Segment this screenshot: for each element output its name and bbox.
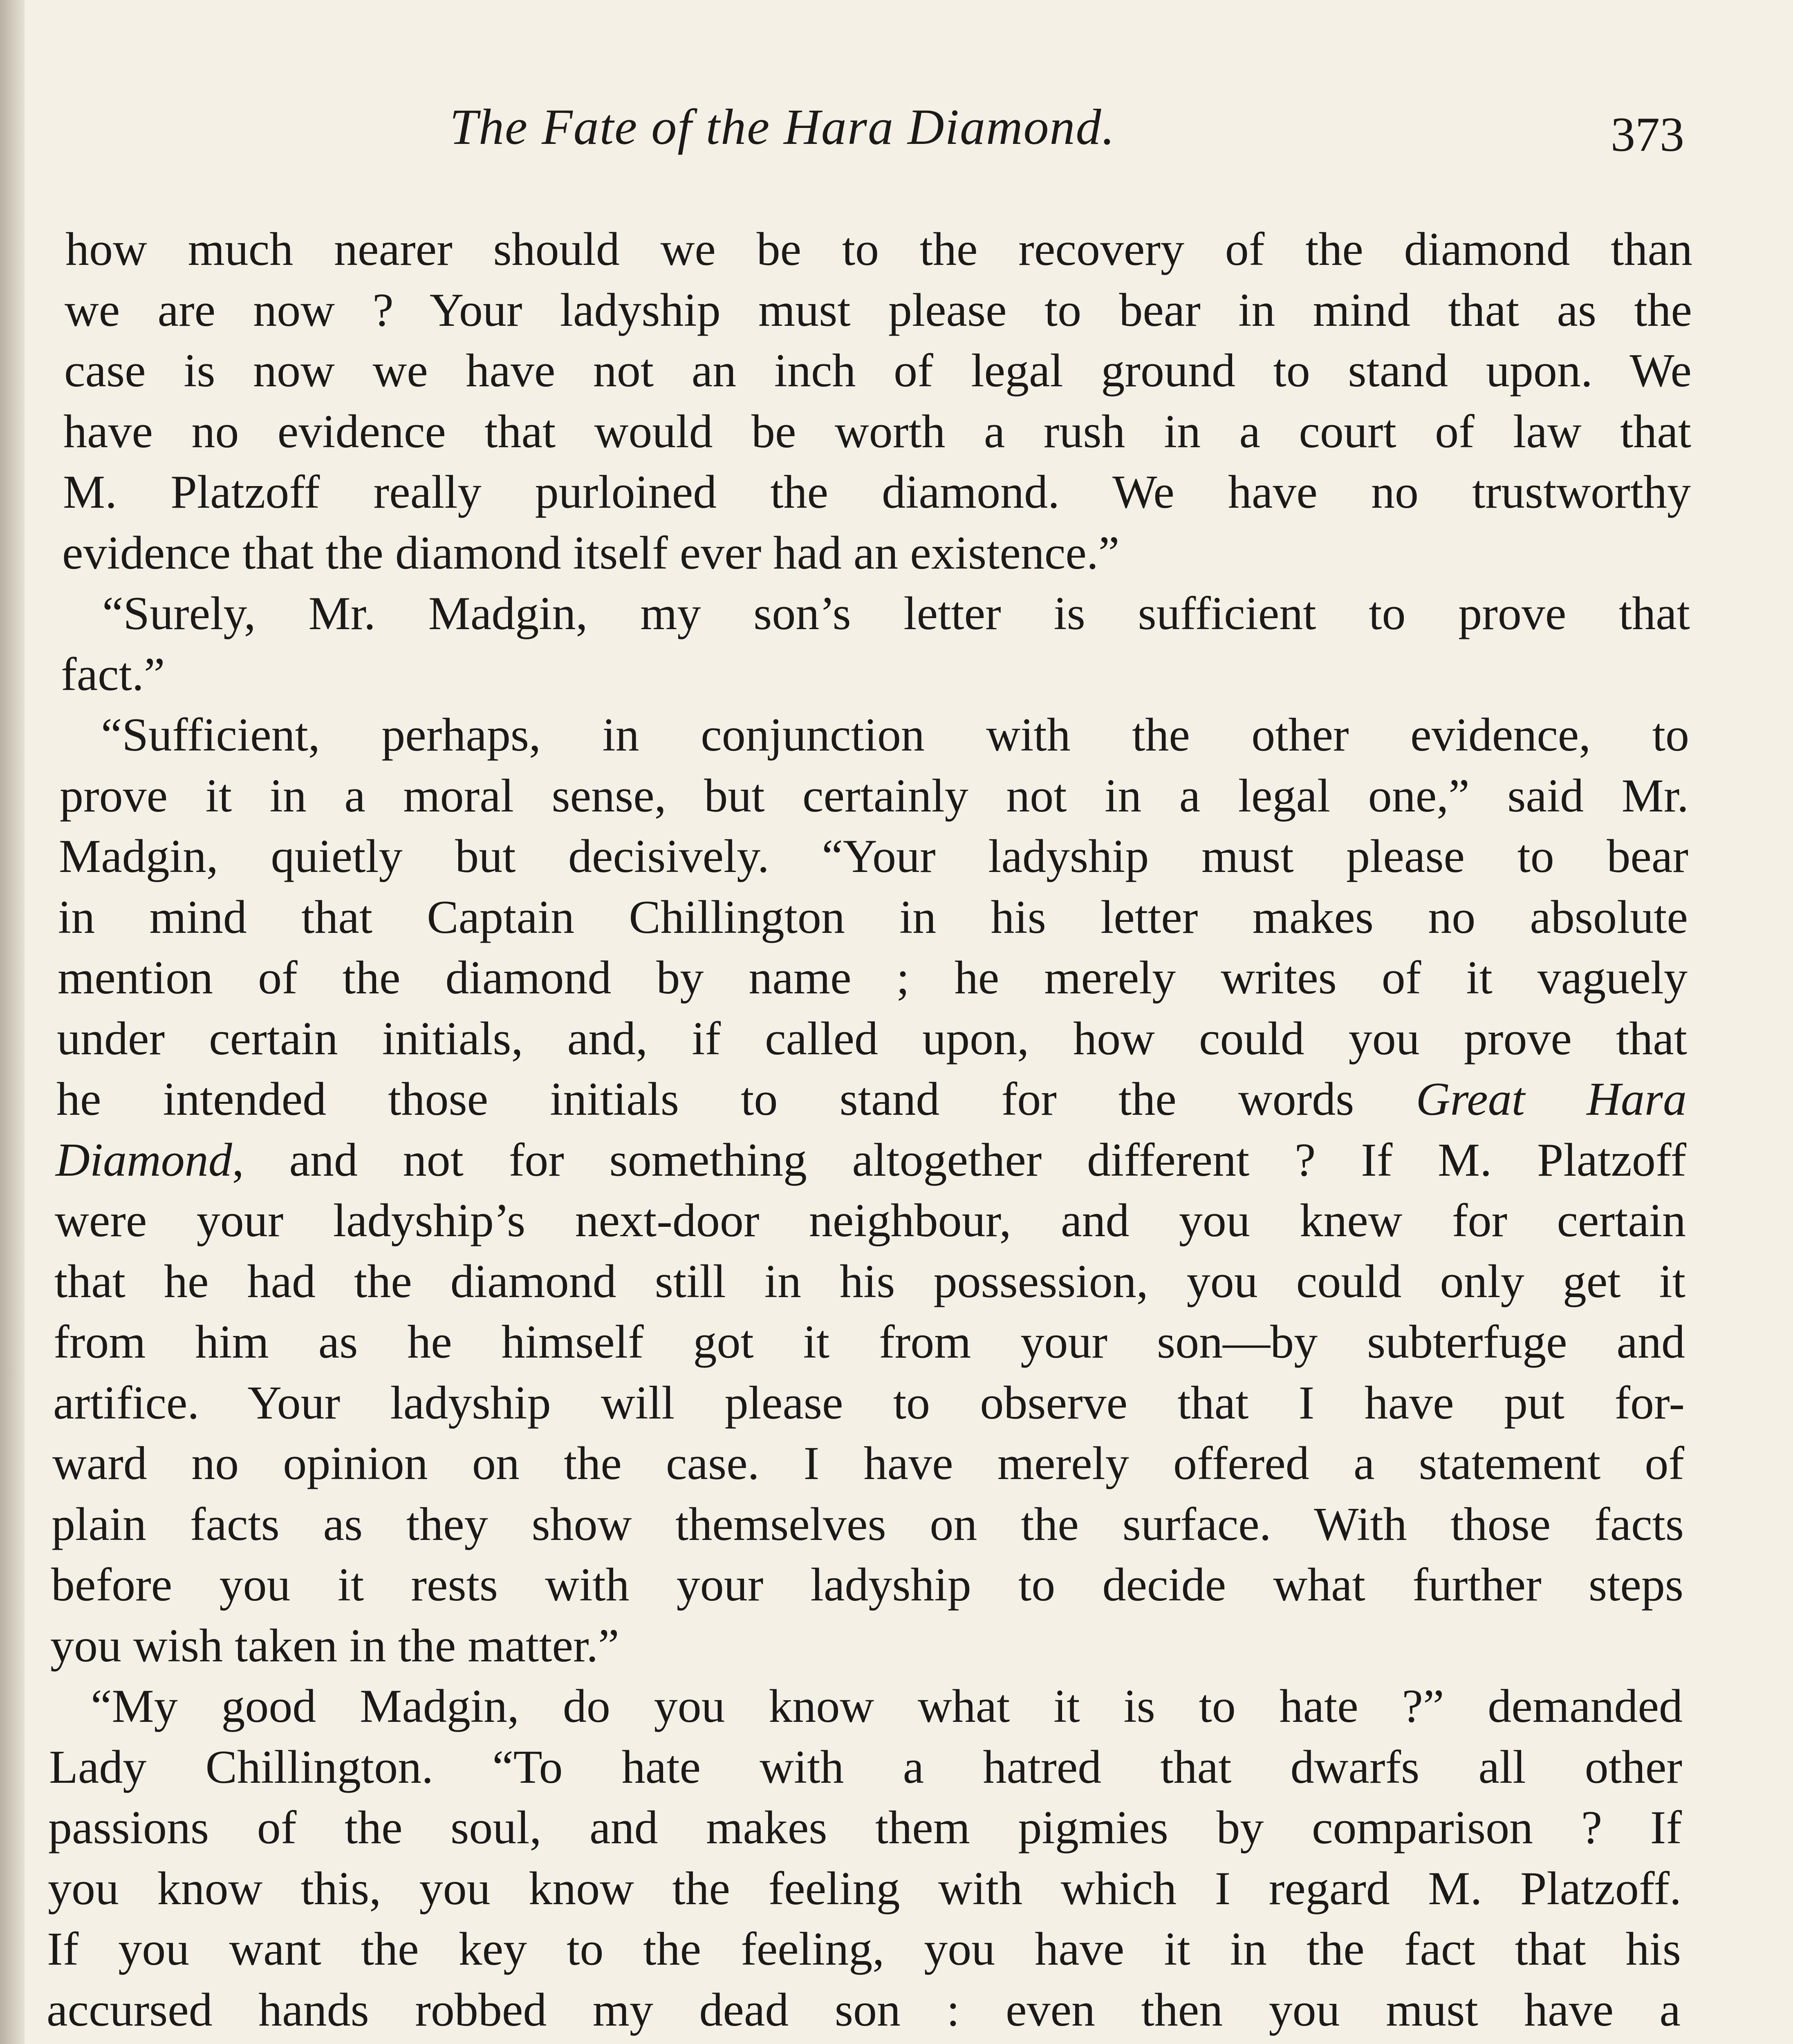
text-line: prove it in a moral sense, but certainly not in a legal one,” said Mr. [60,770,1689,822]
running-title: The Fate of the Hara Diamond. [450,99,1116,155]
text-line: before you it rests with your ladyship to decide what further steps [51,1559,1683,1611]
text-line: in mind that Captain Chillington in his letter makes no absolute [58,891,1688,944]
page-number: 373 [1611,107,1684,161]
text-line: “Sufficient, perhaps, in conjunction with the other evidence, to [101,709,1689,761]
text-line: evidence that the diamond itself ever had an existence.” [62,527,1120,579]
text-line: that he had the diamond still in his possession, you could only get it [54,1255,1685,1308]
text-line: fact.” [61,648,165,701]
text-line: have no evidence that would be worth a rush in a court of law that [63,406,1691,458]
text-line: you wish taken in the matter.” [50,1620,619,1672]
text-line [46,2042,1680,2044]
text-line: accursed hands robbed my dead son : even then you must have a [47,1984,1681,2036]
page-header [0,98,1793,172]
text-line: you know this, you know the feeling with which I regard M. Platzoff. [48,1862,1681,1915]
text-line: he intended those initials to stand for the words Great Hara [56,1073,1687,1125]
text-line: were your ladyship’s next-door neighbour, and you knew for certain [55,1195,1686,1247]
text-line: “My good Madgin, do you know what it is to hate ?” demanded [91,1680,1683,1732]
text-line: artifice. Your ladyship will please to observe that I have put for- [53,1377,1685,1429]
text-line: we are now ? Your ladyship must please to bear in mind that as the [65,284,1692,336]
text-line: plain facts as they show themselves on the surface. With those facts [52,1498,1684,1551]
text-line: ward no opinion on the case. I have merely offered a statement of [52,1437,1684,1490]
text-line: how much nearer should we be to the recovery of the diamond than [65,223,1692,276]
text-line: M. Platzoff really purloined the diamond. We have no trustworthy [63,466,1691,518]
text-line: from him as he himself got it from your son—by subterfuge and [54,1316,1685,1368]
text-line: Lady Chillington. “To hate with a hatred that dwarfs all other [49,1741,1682,1793]
text-line: If you want the key to the feeling, you have it in the fact that his [47,1923,1681,1975]
text-line: Diamond, and not for something altogether different ? If M. Platzoff [56,1134,1686,1186]
page-gutter-shadow [0,0,25,2044]
text-line: passions of the soul, and makes them pigmies by comparison ? If [48,1802,1682,1854]
text-line: mention of the diamond by name ; he merely writes of it vaguely [58,952,1688,1004]
text-line: case is now we have not an inch of legal ground to stand upon. We [64,345,1692,397]
text-line: under certain initials, and, if called upon, how could you prove that [57,1013,1687,1065]
text-line: “Surely, Mr. Madgin, my son’s letter is sufficient to prove that [102,587,1690,640]
text-line: Madgin, quietly but decisively. “Your ladyship must please to bear [59,830,1688,883]
